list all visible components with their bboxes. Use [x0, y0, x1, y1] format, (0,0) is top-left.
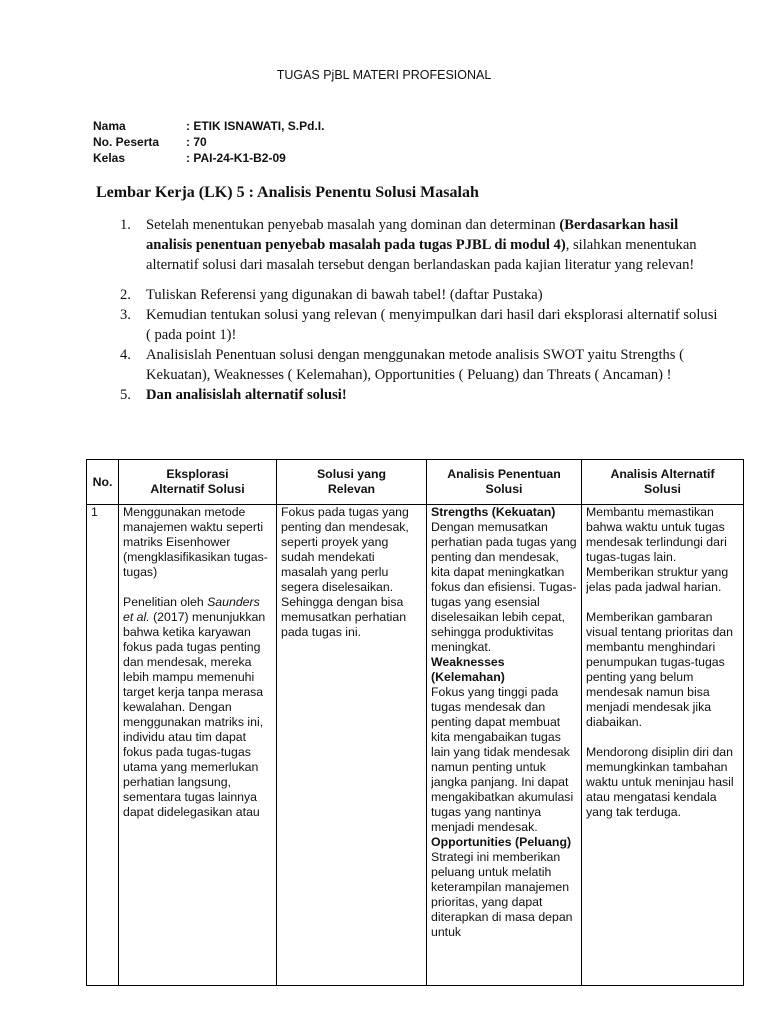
task-text-tail: , silahkan menentukan alternatif solusi dari masalah tersebut dengan berlandaskan pada kajian literatur yang relevan!	[146, 237, 697, 273]
eksplorasi-paragraph: Menggunakan metode manajemen waktu seperti matriks Eisenhower (mengklasifikasikan tugas-tugas)	[123, 505, 268, 579]
task-item	[120, 305, 720, 345]
cell-no: 1	[87, 505, 119, 986]
task-item	[120, 385, 720, 405]
cell-eksplorasi	[119, 505, 277, 986]
task-number: 2.	[120, 287, 131, 303]
swot-opportunities-text: Strategi ini memberikan peluang untuk melatih keterampilan manajemen prioritas, yang dapat diterapkan di masa depan untuk	[431, 850, 573, 939]
cell-analisis-alternatif	[582, 505, 744, 986]
document-title: TUGAS PjBL MATERI PROFESIONAL	[276, 68, 492, 82]
alternatif-paragraph: Mendorong disiplin diri dan memungkinkan tambahan waktu untuk meninjau hasil atau mengatasi kendala yang tak terduga.	[586, 745, 734, 819]
table-header-row	[87, 460, 744, 505]
task-text-bold: (Berdasarkan hasil analisis penentuan penyebab masalah pada tugas PJBL di modul 4)	[146, 217, 679, 253]
task-text: Analisislah Penentuan solusi dengan menggunakan metode analisis SWOT yaitu Strengths ( Kekuatan), Weaknesses ( Kelemahan), Opportunities ( Peluang) dan Threats ( Ancaman) !	[146, 347, 684, 383]
table-row	[87, 505, 744, 986]
cell-solusi-relevan: Fokus pada tugas yang penting dan mendesak, seperti proyek yang sudah mendekati masalah yang perlu segera diselesaikan. Sehingga dengan bisa memusatkan perhatian pada tugas ini.	[277, 505, 427, 986]
header-no: No.	[87, 460, 119, 505]
task-text: Dan analisislah alternatif solusi!	[146, 387, 347, 403]
swot-weaknesses-text: Fokus yang tinggi pada tugas mendesak dan penting dapat membuat kita mengabaikan tugas lain yang tidak mendesak namun penting untuk jangka panjang. Ini dapat mengakibatkan akumulasi tugas yang nantinya menjadi mendesak.	[431, 685, 574, 834]
task-text: Tuliskan Referensi yang digunakan di bawah tabel! (daftar Pustaka)	[146, 287, 543, 303]
identity-value: : PAI-24-K1-B2-09	[186, 151, 286, 165]
identity-label: Kelas	[93, 151, 126, 165]
swot-weaknesses-label: Weaknesses (Kelemahan)	[431, 655, 505, 684]
analysis-table	[86, 459, 744, 986]
swot-opportunities-label: Opportunities (Peluang)	[431, 835, 572, 849]
identity-label: No. Peserta	[93, 135, 160, 149]
header-eksplorasi: Eksplorasi Alternatif Solusi	[119, 460, 277, 505]
identity-label: Nama	[93, 119, 126, 133]
header-analisis-penentuan: Analisis Penentuan Solusi	[427, 460, 582, 505]
task-number: 1.	[120, 217, 131, 233]
task-list	[120, 215, 720, 405]
task-item	[120, 345, 720, 385]
eksplorasi-paragraph: Penelitian oleh Saunders et al. (2017) menunjukkan bahwa ketika karyawan fokus pada tugas penting dan mendesak, mereka lebih mampu memenuhi target kerja tanpa merasa kewalahan. Dengan menggunakan matriks ini, individu atau tim dapat fokus pada tugas-tugas utama yang memerlukan perhatian langsung, sementara tugas lainnya dapat didelegasikan atau	[123, 595, 266, 819]
task-number: 3.	[120, 307, 131, 323]
worksheet-heading: Lembar Kerja (LK) 5 : Analisis Penentu Solusi Masalah	[96, 184, 479, 201]
swot-strengths-text: Dengan memusatkan perhatian pada tugas yang penting dan mendesak, kita dapat meningkatkan fokus dan efisiensi. Tugas-tugas yang esensial diselesaikan lebih cepat, sehingga produktivitas meningkat.	[431, 520, 577, 654]
task-item	[120, 285, 720, 305]
cell-analisis-penentuan	[427, 505, 582, 986]
identity-value: : ETIK ISNAWATI, S.Pd.I.	[186, 119, 325, 133]
alternatif-paragraph: Membantu memastikan bahwa waktu untuk tugas mendesak terlindungi dari tugas-tugas lain. Memberikan struktur yang jelas pada jadwal harian.	[586, 505, 729, 594]
identity-value: : 70	[186, 135, 207, 149]
task-text: Kemudian tentukan solusi yang relevan ( menyimpulkan dari hasil dari eksplorasi alternatif solusi ( pada point 1)!	[146, 307, 718, 343]
header-solusi-relevan: Solusi yang Relevan	[277, 460, 427, 505]
task-number: 4.	[120, 347, 131, 363]
task-number: 5.	[120, 387, 131, 403]
swot-strengths-label: Strengths (Kekuatan)	[431, 505, 556, 519]
alternatif-paragraph: Memberikan gambaran visual tentang prioritas dan membantu menghindari penumpukan tugas-tugas penting yang belum mendesak namun bisa menjadi mendesak jika diabaikan.	[586, 610, 733, 729]
header-analisis-alternatif: Analisis Alternatif Solusi	[582, 460, 744, 505]
task-text: Setelah menentukan penyebab masalah yang dominan dan determinan	[146, 217, 560, 233]
task-item	[120, 215, 720, 275]
